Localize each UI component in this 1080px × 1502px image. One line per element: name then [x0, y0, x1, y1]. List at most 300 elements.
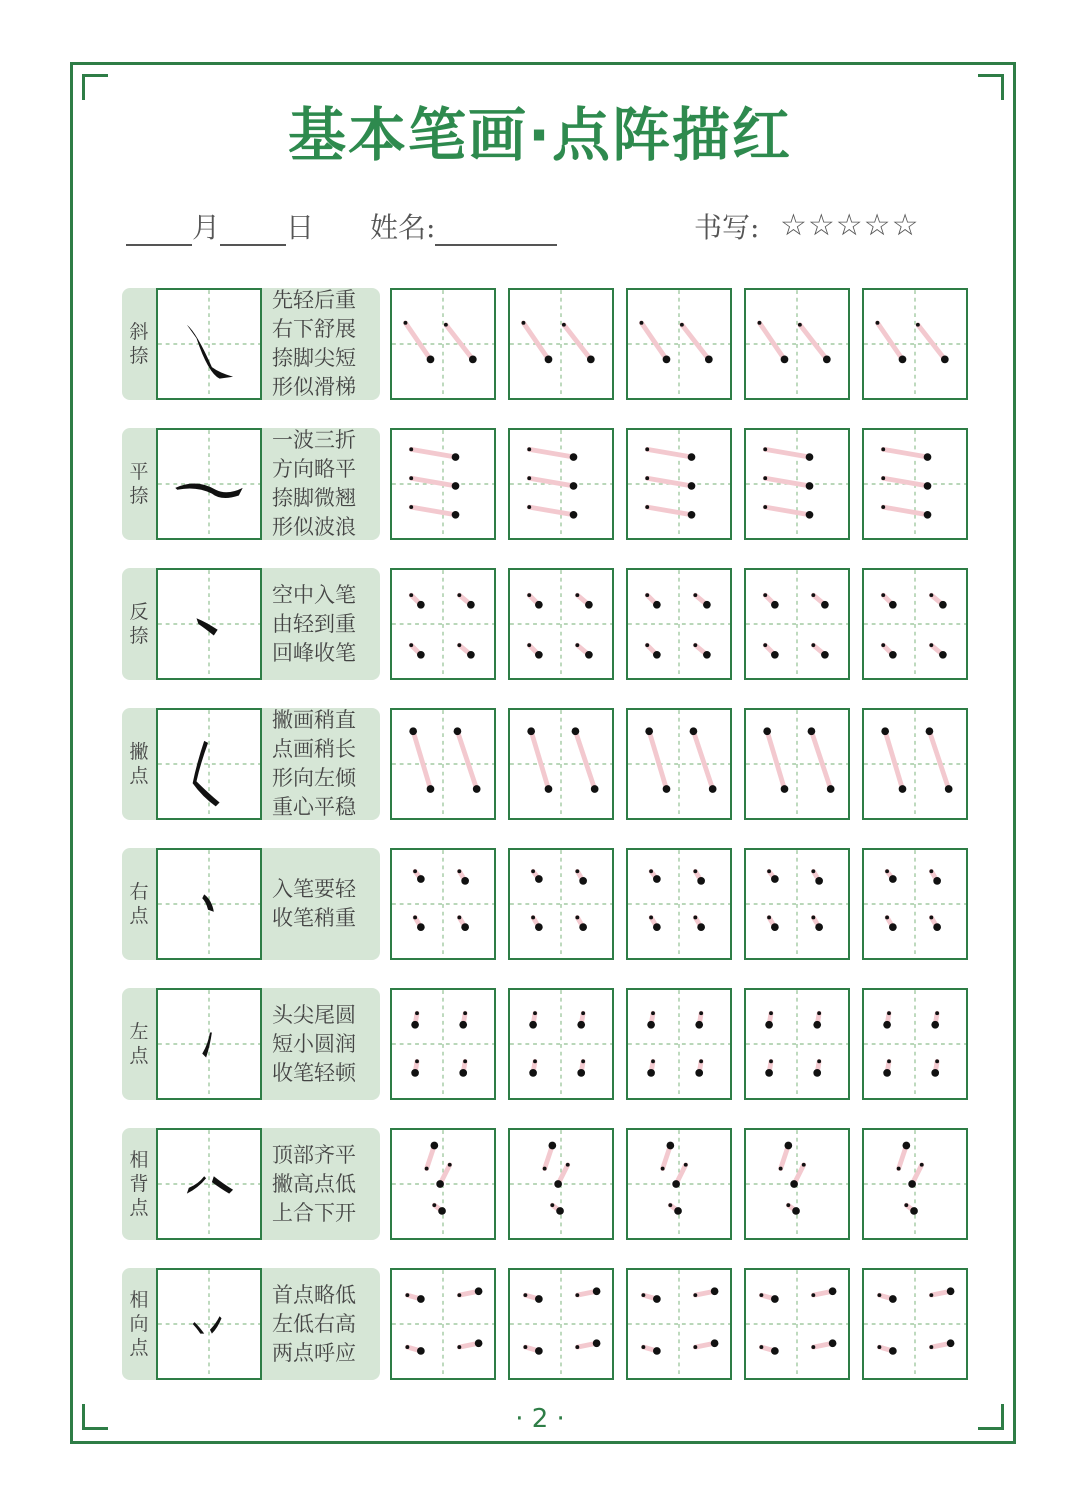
stroke-example-shape — [196, 618, 217, 635]
stroke-name — [122, 1268, 156, 1380]
trace-dot — [759, 1293, 763, 1297]
practice-cell[interactable] — [508, 1128, 614, 1240]
trace-dot — [813, 1069, 821, 1077]
trace-dot — [438, 1207, 446, 1215]
practice-cell[interactable] — [626, 568, 732, 680]
stroke-name — [122, 568, 156, 680]
trace-dot — [684, 1163, 688, 1167]
trace-dot — [693, 1345, 697, 1349]
practice-grid — [864, 1130, 966, 1238]
trace-dot — [763, 593, 767, 597]
stroke-example-box — [156, 288, 262, 400]
stroke-tip-line: 两点呼应 — [272, 1340, 356, 1365]
practice-grid — [628, 1270, 730, 1378]
trace-dot — [821, 601, 829, 609]
trace-dot — [680, 323, 684, 327]
trace-dot — [649, 916, 653, 920]
name-field[interactable] — [370, 206, 557, 246]
trace-dot — [889, 1347, 897, 1355]
practice-cell[interactable] — [626, 1128, 732, 1240]
stroke-name-char: 相 — [129, 1289, 149, 1311]
trace-dot — [581, 1011, 585, 1015]
practice-grid — [628, 1130, 730, 1238]
trace-dot — [570, 482, 578, 490]
practice-grid — [628, 430, 730, 538]
practice-cell[interactable] — [626, 288, 732, 400]
stroke-tip-line: 右下舒展 — [272, 317, 356, 341]
stroke-row — [122, 708, 968, 820]
practice-cell[interactable] — [508, 568, 614, 680]
practice-cell[interactable] — [862, 288, 968, 400]
trace-dot — [767, 916, 771, 920]
trace-dot — [709, 785, 717, 793]
trace-dot — [811, 1293, 815, 1297]
trace-dot — [939, 601, 947, 609]
practice-grid — [392, 990, 494, 1098]
trace-dot — [947, 1339, 955, 1347]
trace-dot — [545, 356, 553, 364]
trace-path — [883, 507, 927, 515]
trace-dot — [645, 447, 649, 451]
trace-dot — [475, 1287, 483, 1295]
trace-dot — [409, 727, 417, 735]
stroke-info-panel — [122, 568, 380, 680]
practice-cell[interactable] — [508, 1268, 614, 1380]
stroke-name-char: 平 — [129, 461, 149, 483]
practice-grid — [864, 990, 966, 1098]
trace-dot — [811, 916, 815, 920]
trace-dot — [916, 323, 920, 327]
trace-dot — [463, 1011, 467, 1015]
trace-path — [929, 731, 948, 789]
trace-path — [765, 449, 809, 457]
trace-dot — [459, 1021, 467, 1029]
stroke-name — [122, 1128, 156, 1240]
practice-grid — [510, 850, 612, 958]
trace-dot — [703, 601, 711, 609]
trace-dot — [409, 643, 413, 647]
stroke-example-box — [156, 708, 262, 820]
practice-cell[interactable] — [626, 1268, 732, 1380]
stroke-example-svg — [158, 850, 260, 958]
trace-dot — [765, 1069, 773, 1077]
practice-grid — [628, 850, 730, 958]
trace-dot — [688, 482, 696, 490]
practice-cell[interactable] — [744, 1268, 850, 1380]
trace-dot — [404, 321, 408, 325]
trace-dot — [798, 323, 802, 327]
trace-path — [800, 325, 827, 360]
trace-dot — [663, 785, 671, 793]
practice-cell[interactable] — [390, 988, 496, 1100]
trace-dot — [527, 593, 531, 597]
trace-dot — [425, 1167, 429, 1171]
trace-dot — [811, 1345, 815, 1349]
trace-dot — [889, 1295, 897, 1303]
practice-cell[interactable] — [744, 988, 850, 1100]
trace-dot — [593, 1339, 601, 1347]
practice-grid — [864, 570, 966, 678]
practice-grid — [864, 1270, 966, 1378]
stroke-example-shape — [187, 325, 233, 379]
trace-dot — [533, 1059, 537, 1063]
stroke-info-panel — [122, 428, 380, 540]
stroke-tips — [272, 988, 356, 1100]
trace-dot — [452, 511, 460, 519]
trace-dot — [877, 1293, 881, 1297]
practice-grid — [510, 1130, 612, 1238]
trace-dot — [926, 727, 934, 735]
trace-dot — [533, 1011, 537, 1015]
practice-cell[interactable] — [744, 288, 850, 400]
stroke-row — [122, 1128, 968, 1240]
trace-dot — [411, 1021, 419, 1029]
trace-dot — [695, 1021, 703, 1029]
practice-grid — [746, 570, 848, 678]
stroke-tip-line: 形似波浪 — [272, 515, 356, 539]
trace-dot — [417, 923, 425, 931]
trace-dot — [653, 651, 661, 659]
stroke-tip-line: 收笔轻顿 — [272, 1060, 356, 1085]
trace-dot — [459, 1069, 467, 1077]
practice-grid — [392, 430, 494, 538]
trace-path — [647, 478, 691, 486]
practice-cell[interactable] — [508, 288, 614, 400]
trace-dot — [899, 785, 907, 793]
practice-cell[interactable] — [390, 568, 496, 680]
trace-dot — [693, 593, 697, 597]
trace-dot — [641, 1345, 645, 1349]
trace-dot — [653, 923, 661, 931]
trace-dot — [653, 1295, 661, 1303]
practice-grid — [392, 570, 494, 678]
trace-dot — [802, 1163, 806, 1167]
trace-dot — [806, 511, 814, 519]
trace-dot — [523, 1293, 527, 1297]
practice-grid — [746, 290, 848, 398]
trace-dot — [653, 875, 661, 883]
trace-path — [529, 507, 573, 515]
trace-path — [411, 507, 455, 515]
stroke-name — [122, 428, 156, 540]
trace-dot — [821, 651, 829, 659]
stroke-example-box — [156, 428, 262, 540]
trace-path — [918, 325, 945, 360]
trace-dot — [562, 323, 566, 327]
trace-dot — [457, 593, 461, 597]
trace-dot — [668, 1203, 672, 1207]
practice-cell[interactable] — [862, 568, 968, 680]
trace-dot — [815, 923, 823, 931]
trace-dot — [924, 482, 932, 490]
trace-dot — [572, 727, 580, 735]
trace-dot — [430, 1142, 438, 1150]
trace-dot — [535, 875, 543, 883]
trace-dot — [535, 651, 543, 659]
trace-dot — [883, 1069, 891, 1077]
stroke-name-char: 斜 — [129, 321, 149, 343]
trace-dot — [811, 593, 815, 597]
stroke-name-char: 相 — [129, 1149, 149, 1171]
stroke-info-panel — [122, 988, 380, 1100]
trace-dot — [436, 1180, 444, 1188]
trace-dot — [904, 1203, 908, 1207]
trace-dot — [535, 1295, 543, 1303]
trace-dot — [763, 447, 767, 451]
stroke-tip-line: 收笔稍重 — [272, 906, 356, 930]
trace-dot — [771, 651, 779, 659]
trace-dot — [939, 651, 947, 659]
trace-dot — [527, 505, 531, 509]
practice-cell[interactable] — [508, 848, 614, 960]
trace-dot — [920, 1163, 924, 1167]
practice-cell[interactable] — [862, 708, 968, 820]
trace-dot — [941, 356, 949, 364]
stroke-tips — [272, 568, 356, 680]
trace-dot — [452, 453, 460, 461]
trace-dot — [645, 643, 649, 647]
stroke-tips — [272, 1268, 356, 1380]
stroke-name-char: 反 — [129, 601, 149, 623]
trace-dot — [645, 593, 649, 597]
trace-dot — [647, 1069, 655, 1077]
trace-dot — [570, 511, 578, 519]
trace-dot — [417, 651, 425, 659]
practice-cell[interactable] — [744, 428, 850, 540]
practice-cell[interactable] — [744, 568, 850, 680]
stroke-example-box — [156, 1268, 262, 1380]
stroke-tip-line: 撇高点低 — [272, 1171, 356, 1196]
trace-dot — [467, 651, 475, 659]
stroke-tip-line: 形似滑梯 — [272, 375, 356, 399]
trace-dot — [813, 1021, 821, 1029]
practice-cell[interactable] — [862, 988, 968, 1100]
trace-dot — [781, 785, 789, 793]
stroke-name-char: 点 — [129, 1337, 149, 1359]
trace-dot — [929, 593, 933, 597]
stroke-example-svg — [158, 1270, 260, 1378]
trace-dot — [523, 1345, 527, 1349]
stroke-example-box — [156, 568, 262, 680]
trace-dot — [806, 453, 814, 461]
trace-dot — [448, 1163, 452, 1167]
trace-dot — [883, 1021, 891, 1029]
practice-grid — [510, 570, 612, 678]
trace-dot — [885, 916, 889, 920]
stroke-example-shape — [187, 1176, 233, 1193]
trace-dot — [792, 1207, 800, 1215]
trace-dot — [575, 643, 579, 647]
trace-dot — [763, 643, 767, 647]
practice-cell[interactable] — [862, 1268, 968, 1380]
practice-cell[interactable] — [862, 1128, 968, 1240]
stroke-name — [122, 708, 156, 820]
trace-dot — [666, 1142, 674, 1150]
trace-dot — [531, 916, 535, 920]
practice-cell[interactable] — [862, 428, 968, 540]
stroke-tip-line: 形向左倾 — [272, 766, 356, 790]
trace-dot — [811, 869, 815, 873]
trace-dot — [877, 1345, 881, 1349]
page-number-value: 2 — [531, 1404, 549, 1434]
stroke-tip-line: 捺脚微翘 — [272, 486, 356, 510]
trace-dot — [535, 1347, 543, 1355]
trace-dot — [405, 1345, 409, 1349]
trace-dot — [427, 785, 435, 793]
page-number: · 2 · — [515, 1404, 565, 1434]
trace-dot — [432, 1203, 436, 1207]
trace-dot — [663, 356, 671, 364]
trace-dot — [469, 356, 477, 364]
practice-grid — [510, 710, 612, 818]
trace-path — [877, 323, 902, 360]
stroke-name-char: 捺 — [129, 485, 149, 507]
trace-dot — [935, 1011, 939, 1015]
rating-stars[interactable]: ☆☆☆☆☆ — [780, 208, 920, 243]
trace-dot — [645, 505, 649, 509]
stroke-name-char: 点 — [129, 905, 149, 927]
practice-grid — [392, 290, 494, 398]
trace-dot — [929, 869, 933, 873]
stroke-example-shape — [193, 1316, 222, 1333]
practice-grid — [510, 430, 612, 538]
day-label: 日 — [286, 211, 315, 244]
trace-dot — [529, 1021, 537, 1029]
trace-dot — [688, 511, 696, 519]
stroke-example-box — [156, 988, 262, 1100]
trace-dot — [771, 601, 779, 609]
practice-cell[interactable] — [390, 708, 496, 820]
stroke-row — [122, 848, 968, 960]
trace-dot — [527, 447, 531, 451]
practice-grid — [864, 710, 966, 818]
month-label: 月 — [192, 211, 221, 244]
stroke-tip-line: 重心平稳 — [272, 795, 356, 819]
trace-dot — [653, 1347, 661, 1355]
trace-path — [531, 731, 548, 789]
trace-path — [647, 449, 691, 457]
trace-path — [411, 449, 455, 457]
stroke-tip-line: 点画稍长 — [272, 737, 356, 761]
trace-path — [682, 325, 709, 360]
practice-grid — [746, 1130, 848, 1238]
trace-dot — [585, 651, 593, 659]
trace-dot — [413, 916, 417, 920]
trace-dot — [693, 643, 697, 647]
trace-path — [811, 731, 830, 789]
practice-cell[interactable] — [390, 1128, 496, 1240]
practice-cell[interactable] — [626, 428, 732, 540]
practice-grid — [864, 290, 966, 398]
practice-cell[interactable] — [626, 988, 732, 1100]
stroke-tip-line: 首点略低 — [272, 1282, 356, 1307]
trace-dot — [661, 1167, 665, 1171]
stroke-example-svg — [158, 290, 260, 398]
trace-dot — [645, 476, 649, 480]
page-title: 基本笔画·点阵描红 — [287, 101, 793, 169]
practice-grid — [746, 430, 848, 538]
practice-cell[interactable] — [626, 708, 732, 820]
trace-dot — [444, 323, 448, 327]
trace-path — [693, 731, 712, 789]
trace-path — [885, 731, 902, 789]
trace-dot — [566, 1163, 570, 1167]
practice-cell[interactable] — [744, 848, 850, 960]
trace-dot — [575, 1345, 579, 1349]
trace-dot — [784, 1142, 792, 1150]
practice-cell[interactable] — [390, 1268, 496, 1380]
trace-dot — [693, 869, 697, 873]
trace-dot — [771, 923, 779, 931]
practice-cell[interactable] — [626, 848, 732, 960]
trace-dot — [817, 1011, 821, 1015]
trace-dot — [767, 869, 771, 873]
trace-dot — [924, 453, 932, 461]
trace-dot — [693, 1293, 697, 1297]
practice-cell[interactable] — [390, 288, 496, 400]
stroke-name — [122, 848, 156, 960]
practice-grid — [746, 850, 848, 958]
trace-dot — [910, 1207, 918, 1215]
stroke-tip-line: 顶部齐平 — [272, 1142, 356, 1167]
practice-grid — [392, 1130, 494, 1238]
stroke-name-char: 点 — [129, 1197, 149, 1219]
stroke-tip-line: 短小圆润 — [272, 1031, 356, 1056]
practice-cell[interactable] — [390, 848, 496, 960]
stroke-tips — [272, 848, 356, 960]
trace-dot — [672, 1180, 680, 1188]
trace-dot — [769, 1059, 773, 1063]
stroke-tips — [272, 288, 356, 400]
stroke-name-char: 捺 — [129, 625, 149, 647]
stroke-tip-line: 左低右高 — [272, 1311, 356, 1336]
practice-cell[interactable] — [390, 428, 496, 540]
stroke-name-char: 向 — [129, 1313, 149, 1335]
trace-dot — [575, 593, 579, 597]
stroke-tips — [272, 708, 356, 820]
trace-dot — [575, 869, 579, 873]
trace-dot — [790, 1180, 798, 1188]
practice-cell[interactable] — [744, 1128, 850, 1240]
trace-dot — [933, 877, 941, 885]
stroke-row — [122, 988, 968, 1100]
trace-dot — [823, 356, 831, 364]
date-field[interactable] — [126, 206, 314, 246]
trace-path — [765, 478, 809, 486]
practice-cell[interactable] — [744, 708, 850, 820]
practice-cell[interactable] — [508, 708, 614, 820]
practice-cell[interactable] — [508, 988, 614, 1100]
trace-path — [405, 323, 430, 360]
stroke-name-char: 左 — [129, 1021, 149, 1043]
trace-path — [575, 731, 594, 789]
trace-dot — [924, 511, 932, 519]
stroke-row — [122, 568, 968, 680]
trace-dot — [771, 1347, 779, 1355]
trace-dot — [947, 1287, 955, 1295]
trace-path — [647, 507, 691, 515]
trace-dot — [527, 727, 535, 735]
stroke-example-shape — [202, 894, 214, 911]
practice-cell[interactable] — [862, 848, 968, 960]
stroke-tip-line: 回峰收笔 — [272, 640, 356, 665]
trace-dot — [593, 1287, 601, 1295]
trace-path — [523, 323, 548, 360]
practice-cell[interactable] — [508, 428, 614, 540]
trace-dot — [415, 1011, 419, 1015]
trace-dot — [827, 785, 835, 793]
stroke-row — [122, 428, 968, 540]
